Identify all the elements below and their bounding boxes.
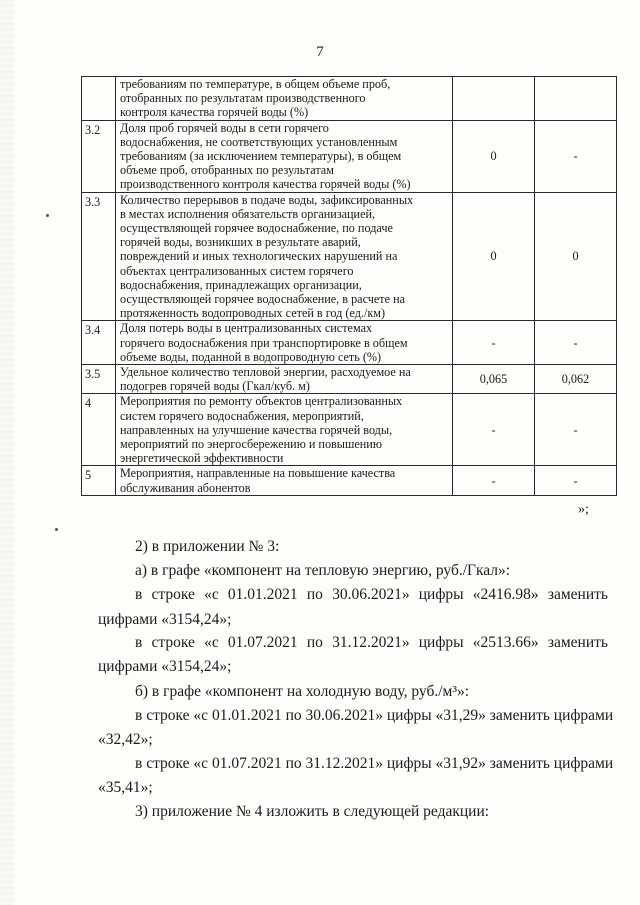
word: цифры — [418, 634, 464, 651]
row-value-2: - — [535, 120, 617, 192]
row-value-2: 0 — [535, 192, 617, 321]
row-description-line: обслуживания абонентов — [120, 480, 251, 495]
row-value-1: 0,065 — [453, 365, 535, 394]
row-description-line: Мероприятия по ремонту объектов централизованных — [120, 394, 403, 409]
paragraph-row-1-heat — [135, 586, 608, 604]
row-description-line: мероприятий по энергосбережению и повышению — [120, 437, 382, 452]
row-description-line: Количество перерывов в подаче воды, зафиксированных — [120, 192, 414, 207]
row-description-line: энергетической эффективности — [120, 451, 284, 466]
indicators-table — [81, 76, 617, 496]
word: по — [306, 586, 323, 603]
row-description-line: осуществляющей горячее водоснабжение, в расчете на — [120, 292, 405, 307]
margin-dot — [46, 214, 49, 217]
paragraph-row-1-heat-tail: цифрами «3154,24»; — [98, 611, 232, 628]
paragraph-row-2-cold-tail: «35,41»; — [98, 779, 153, 796]
row-description-line: повреждений и иных технологических нарушений на — [120, 249, 398, 264]
row-description-line: направленных на улучшение качества горячей воды, — [120, 422, 393, 437]
row-description-line: водоснабжения, не соответствующих установленным — [120, 134, 398, 149]
table-row — [82, 77, 617, 121]
paragraph-row-2-cold: в строке «с 01.07.2021 по 31.12.2021» цифры «31,92» заменить цифрами — [135, 755, 614, 772]
paragraph-row-1-cold: в строке «с 01.01.2021 по 30.06.2021» цифры «31,29» заменить цифрами — [135, 707, 614, 724]
row-description — [116, 120, 453, 192]
row-description-line: Мероприятия, направленные на повышение качества — [120, 466, 396, 481]
page-number: 7 — [316, 44, 324, 60]
table-row — [82, 120, 617, 192]
row-description-line: требованиям по температуре, в общем объеме проб, — [120, 77, 391, 91]
row-number: 3.5 — [82, 365, 116, 394]
row-description — [116, 192, 453, 321]
row-description-line: систем горячего водоснабжения, мероприятий, — [120, 408, 364, 423]
word: заменить — [547, 634, 608, 651]
row-description-line: требованиям (за исключением температуры), в общем — [120, 149, 402, 164]
table-row — [82, 466, 617, 495]
row-value-2: - — [535, 466, 617, 495]
word: 30.06.2021» — [332, 586, 410, 603]
row-number: 5 — [82, 466, 116, 495]
paragraph-row-1-cold-tail: «32,42»; — [98, 731, 153, 748]
word: «с — [204, 634, 219, 651]
paragraph-heat-energy: а) в графе «компонент на тепловую энергию, руб./Гкал»: — [135, 562, 511, 579]
word: в — [135, 634, 143, 651]
row-description-line: осуществляющей горячее водоснабжение, по подаче — [120, 221, 393, 236]
row-description-line: Удельное количество тепловой энергии, расходуемое на — [120, 365, 411, 380]
row-number: 3.2 — [82, 120, 116, 192]
row-description — [116, 365, 453, 394]
word: по — [306, 634, 323, 651]
word: заменить — [547, 586, 608, 603]
row-description-line: Доля потерь воды в централизованных системах — [120, 321, 373, 336]
row-number: 3.4 — [82, 321, 116, 365]
paragraph-appendix-3: 2) в приложении № 3: — [135, 538, 280, 555]
table-row — [82, 394, 617, 466]
row-description-line: протяженность водопроводных сетей в год (ед./км) — [120, 306, 386, 321]
row-value-1: - — [453, 394, 535, 466]
word: «с — [204, 586, 219, 603]
word: в — [135, 586, 143, 603]
table-row — [82, 192, 617, 321]
row-description-line: горячей воды, возникших в результате аварий, — [120, 235, 361, 250]
word: цифры — [418, 586, 464, 603]
row-value-2 — [535, 77, 617, 121]
row-description-line: в местах исполнения обязательств организацией, — [120, 206, 376, 221]
table-row — [82, 321, 617, 365]
word: 31.12.2021» — [332, 634, 410, 651]
row-description-line: водоснабжения, принадлежащих организации, — [120, 277, 362, 292]
row-description-line: контроля качества горячей воды (%) — [120, 105, 309, 120]
row-value-2: - — [535, 394, 617, 466]
row-description-line: подогрев горячей воды (Гкал/куб. м) — [120, 379, 310, 394]
paragraph-cold-water: б) в графе «компонент на холодную воду, руб./м³»: — [135, 683, 470, 700]
row-description — [116, 321, 453, 365]
paragraph-row-2-heat-tail: цифрами «3154,24»; — [98, 658, 232, 675]
row-description — [116, 394, 453, 466]
row-value-1: 0 — [453, 192, 535, 321]
scan-edge — [0, 0, 14, 905]
row-value-1: 0 — [453, 120, 535, 192]
word: «2416.98» — [472, 586, 539, 603]
row-number: 4 — [82, 394, 116, 466]
row-description — [116, 77, 453, 121]
row-description-line: объеме проб, отобранных по результатам — [120, 163, 334, 178]
row-number — [82, 77, 116, 121]
row-description-line: Доля проб горячей воды в сети горячего — [120, 120, 329, 135]
row-number: 3.3 — [82, 192, 116, 321]
row-description — [116, 466, 453, 495]
word: строке — [151, 634, 195, 651]
margin-dot — [55, 528, 58, 531]
paragraph-appendix-4: 3) приложение № 4 изложить в следующей редакции: — [135, 803, 490, 820]
table-row — [82, 365, 617, 394]
word: 01.01.2021 — [227, 586, 298, 603]
paragraph-row-2-heat — [135, 634, 608, 652]
row-description-line: отобранных по результатам производственного — [120, 91, 366, 106]
row-description-line: объектах централизованных систем горячего — [120, 263, 354, 278]
row-description-line: горячего водоснабжения при транспортировке в общем — [120, 335, 408, 350]
closing-quote: »; — [578, 502, 589, 517]
row-value-1: - — [453, 321, 535, 365]
word: 01.07.2021 — [227, 634, 298, 651]
word: «2513.66» — [472, 634, 539, 651]
row-value-2: - — [535, 321, 617, 365]
row-value-1: - — [453, 466, 535, 495]
word: строке — [151, 586, 195, 603]
row-description-line: производственного контроля качества горячей воды (%) — [120, 177, 411, 192]
row-value-1 — [453, 77, 535, 121]
row-value-2: 0,062 — [535, 365, 617, 394]
row-description-line: объеме воды, поданной в водопроводную сеть (%) — [120, 349, 382, 364]
